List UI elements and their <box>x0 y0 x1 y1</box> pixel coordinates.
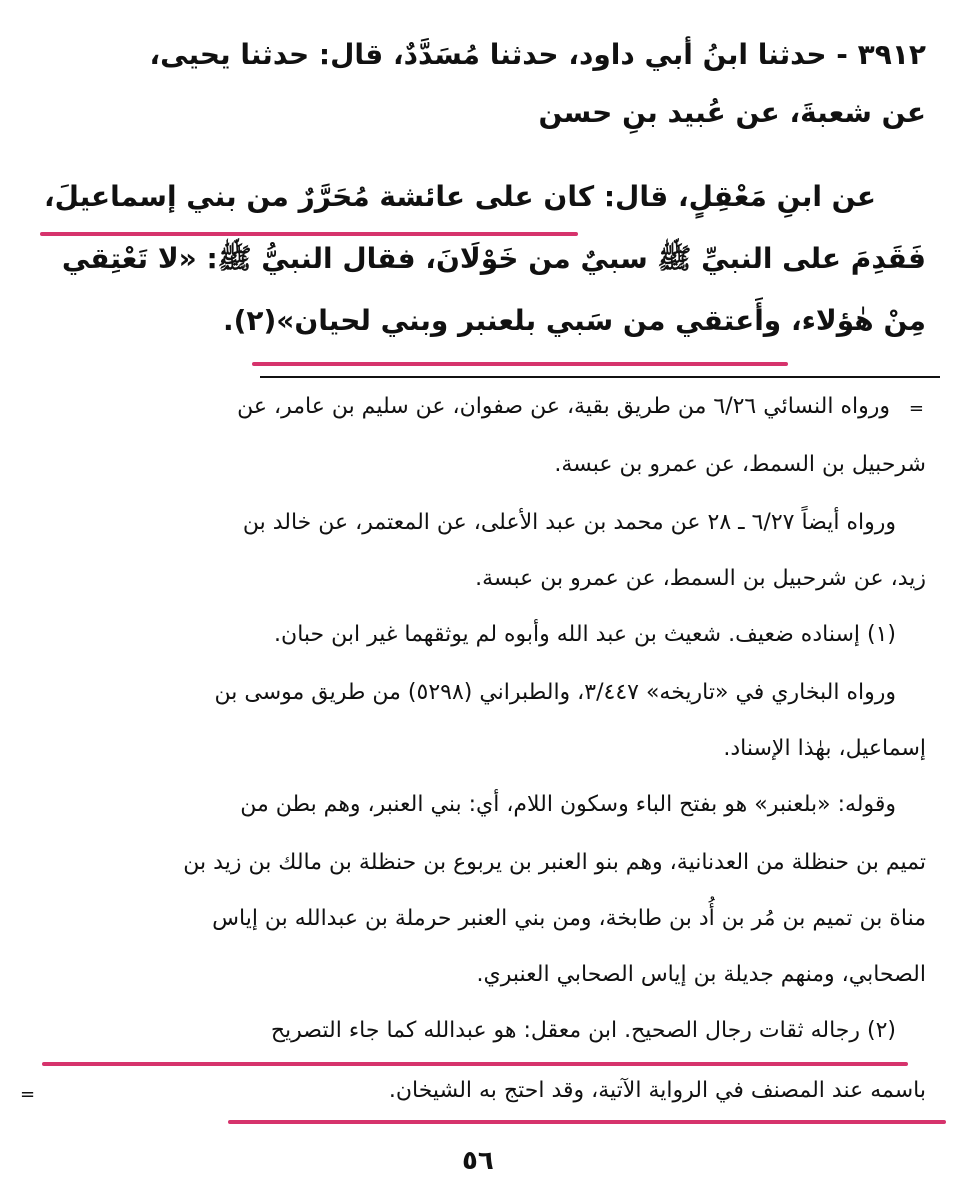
footnote-line-13: باسمه عند المصنف في الرواية الآتية، وقد احتج به الشيخان. <box>388 1078 926 1103</box>
continuation-marker-top: = <box>908 398 924 419</box>
highlight-underline-4 <box>228 1120 946 1124</box>
hadith-line-5: مِنْ هٰؤلاء، وأَعتقي من سَبي بلعنبر وبني لحيان»(٢). <box>222 304 926 337</box>
footnote-line-6: ورواه البخاري في «تاريخه» ٣/٤٤٧، والطبراني (٥٢٩٨) من طريق موسى بن <box>214 680 896 705</box>
hadith-line-1 <box>26 38 926 71</box>
footnote-line-7: إسماعيل، بهٰذا الإسناد. <box>723 736 926 761</box>
footnote-line-12: (٢) رجاله ثقات رجال الصحيح. ابن معقل: هو عبدالله كما جاء التصريح <box>270 1018 896 1043</box>
footnote-line-1: ورواه النسائي ٦/٢٦ من طريق بقية، عن صفوان، عن سليم بن عامر، عن <box>237 394 890 419</box>
footnote-line-10: مناة بن تميم بن مُر بن أُد بن طابخة، ومن بني العنبر حرملة بن عبدالله بن إياس <box>212 906 926 931</box>
continuation-marker-bottom: = <box>20 1084 36 1105</box>
hadith-line-1-text: حدثنا ابنُ أبي داود، حدثنا مُسَدَّدٌ، قال: حدثنا يحيى، <box>149 38 827 71</box>
hadith-line-4: فَقَدِمَ على النبيِّ ﷺ سبيٌ من خَوْلَانَ، فقال النبيُّ ﷺ: «لا تَعْتِقي <box>61 242 926 275</box>
footnote-line-4: زيد، عن شرحبيل بن السمط، عن عمرو بن عبسة. <box>475 566 926 591</box>
hadith-line-2: عن شعبةَ، عن عُبيد بنِ حسن <box>538 96 926 129</box>
highlight-underline-3 <box>42 1062 908 1066</box>
highlight-underline-1 <box>40 232 578 236</box>
hadith-number: ٣٩١٢ - <box>836 38 926 71</box>
footnote-line-5: (١) إسناده ضعيف. شعيث بن عبد الله وأبوه لم يوثقهما غير ابن حبان. <box>274 622 896 647</box>
hadith-line-3: عن ابنِ مَعْقِلٍ، قال: كان على عائشة مُحَرَّرٌ من بني إسماعيلَ، <box>43 180 876 213</box>
footnote-line-2: شرحبيل بن السمط، عن عمرو بن عبسة. <box>554 452 926 477</box>
footnote-line-3: ورواه أيضاً ٦/٢٧ ـ ٢٨ عن محمد بن عبد الأعلى، عن المعتمر، عن خالد بن <box>242 510 896 535</box>
page-number: ٥٦ <box>462 1146 494 1176</box>
footnote-line-8: وقوله: «بلعنبر» هو بفتح الباء وسكون اللام، أي: بني العنبر، وهم بطن من <box>240 792 896 817</box>
highlight-underline-2 <box>252 362 788 366</box>
footnote-line-9: تميم بن حنظلة من العدنانية، وهم بنو العنبر بن يربوع بن حنظلة بن مالك بن زيد بن <box>183 850 926 875</box>
footnote-separator <box>260 376 940 378</box>
footnote-line-11: الصحابي، ومنهم جديلة بن إياس الصحابي العنبري. <box>476 962 926 987</box>
